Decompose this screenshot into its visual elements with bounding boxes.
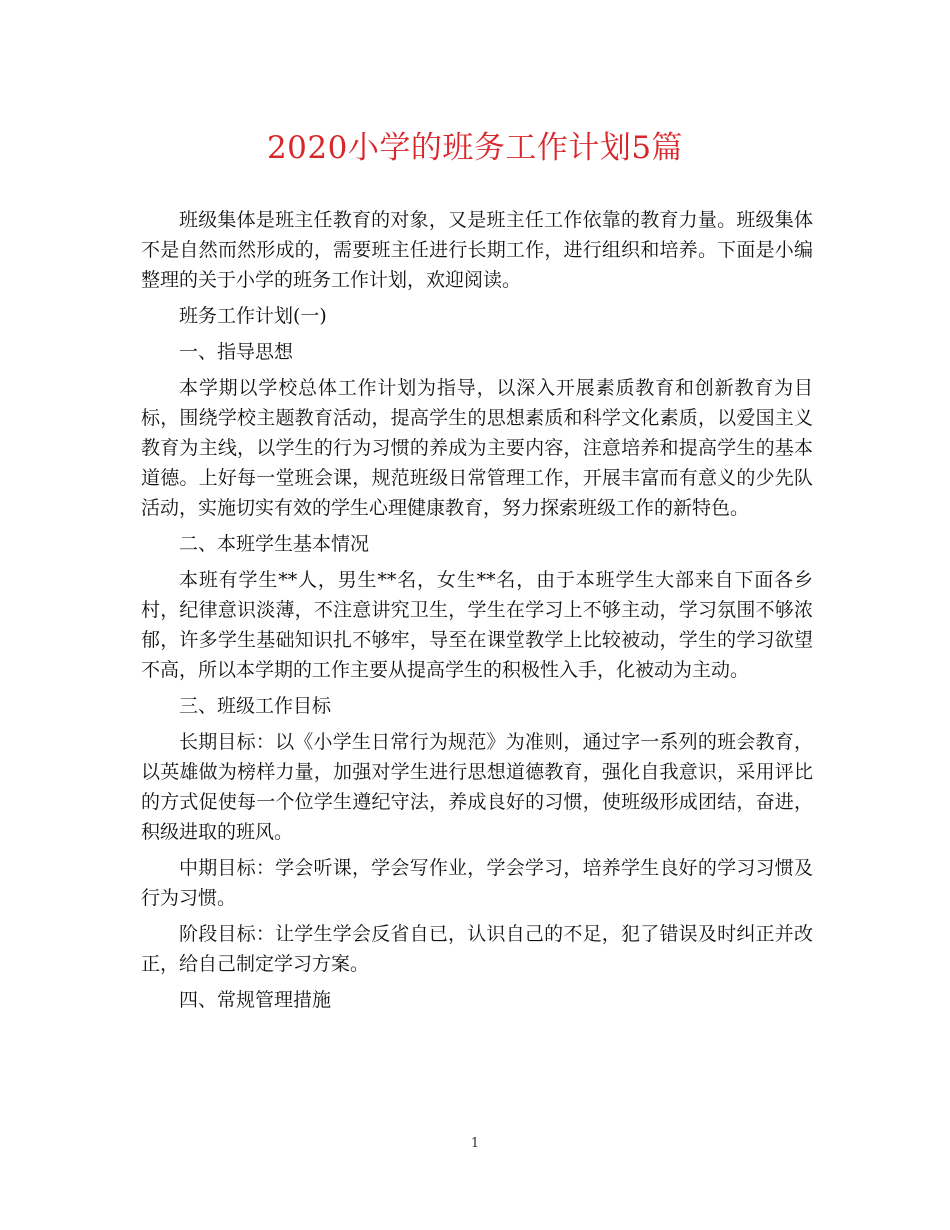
body-paragraph: 中期目标：学会听课，学会写作业，学会学习，培养学生良好的学习习惯及行为习惯。 xyxy=(141,857,813,909)
section-heading-routine-management: 四、常规管理措施 xyxy=(179,989,332,1011)
section-heading-plan-one: 班务工作计划(一) xyxy=(179,305,327,327)
body-paragraph: 本学期以学校总体工作计划为指导，以深入开展素质教育和创新教育为目标，围绕学校主题教育活动，提高学生的思想素质和科学文化素质，以爱国主义教育为主线，以学生的行为习惯的养成为主要内容，注意培养和提高学生的基本道德。上好每一堂班会课，规范班级日常管理工作，开展丰富而有意义的少先队活动，实施切实有效的学生心理健康教育，努力探索班级工作的新特色。 xyxy=(141,377,813,519)
body-paragraph: 长期目标：以《小学生日常行为规范》为准则，通过字一系列的班会教育，以英雄做为榜样力量，加强对学生进行思想道德教育，强化自我意识，采用评比的方式促使每一个位学生遵纪守法，养成良好的习惯，使班级形成团结，奋进，积级进取的班风。 xyxy=(141,731,813,843)
document-title: 2020小学的班务工作计划5篇 xyxy=(266,130,684,166)
page-number: 1 xyxy=(470,1136,480,1151)
section-heading-guiding-thought: 一、指导思想 xyxy=(179,341,294,363)
intro-paragraph: 班级集体是班主任教育的对象，又是班主任工作依靠的教育力量。班级集体不是自然而然形成的，需要班主任进行长期工作，进行组织和培养。下面是小编整理的关于小学的班务工作计划，欢迎阅读。 xyxy=(141,209,813,291)
section-heading-student-situation: 二、本班学生基本情况 xyxy=(179,533,370,555)
section-heading-class-goals: 三、班级工作目标 xyxy=(179,695,332,717)
body-paragraph: 本班有学生**人，男生**名，女生**名，由于本班学生大部来自下面各乡村，纪律意识淡薄，不注意讲究卫生，学生在学习上不够主动，学习氛围不够浓郁，许多学生基础知识扎不够牢，导至在课堂教学上比较被动，学生的学习欲望不高，所以本学期的工作主要从提高学生的积极性入手，化被动为主动。 xyxy=(141,569,813,681)
body-paragraph: 阶段目标：让学生学会反省自已，认识自己的不足，犯了错误及时纠正并改正，给自己制定学习方案。 xyxy=(141,923,813,975)
document-body xyxy=(141,205,813,1021)
